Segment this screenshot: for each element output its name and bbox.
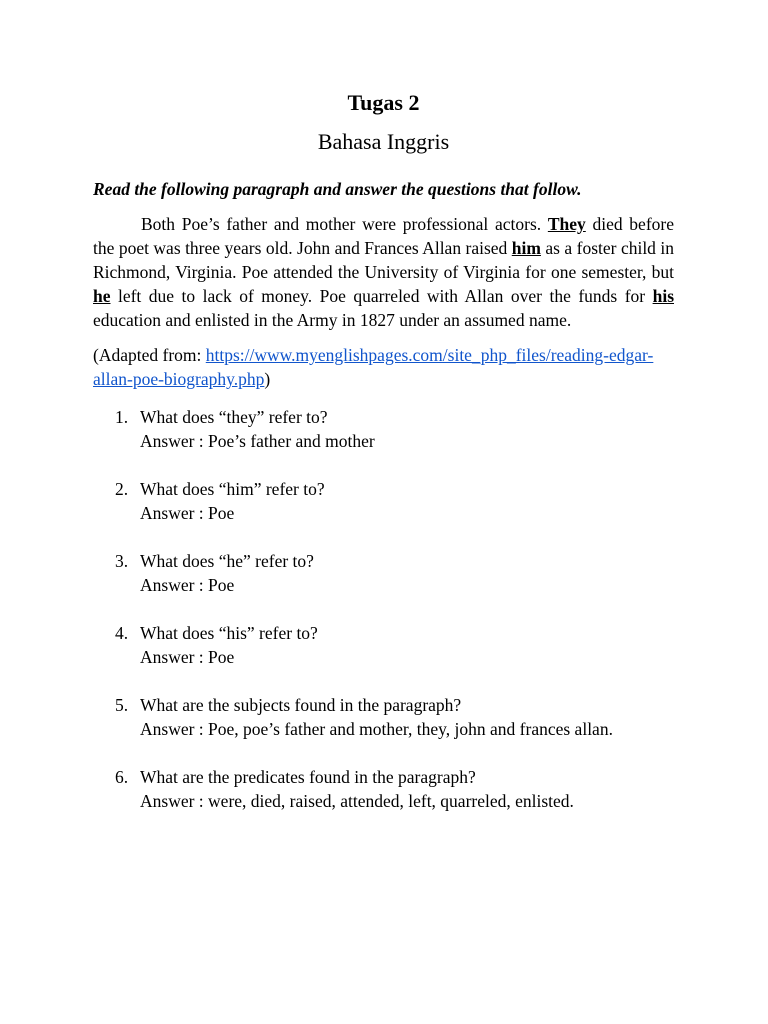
source-citation — [93, 343, 674, 391]
paragraph-text: Both Poe’s father and mother were professional actors. — [141, 214, 548, 234]
source-prefix: (Adapted from: — [93, 345, 206, 365]
question-item — [93, 693, 674, 741]
question-text: What does “he” refer to? — [140, 551, 314, 571]
question-number: 3. — [115, 551, 129, 571]
document-subtitle: Bahasa Inggris — [317, 129, 450, 154]
answer-text: Answer : Poe, poe’s father and mother, they, john and frances allan. — [140, 719, 613, 739]
answer-text: Answer : Poe — [140, 575, 235, 595]
question-item — [93, 405, 674, 453]
paragraph-text: left due to lack of money. Poe quarreled with Allan over the funds for — [110, 286, 653, 306]
question-number: 6. — [115, 767, 129, 787]
document-title: Tugas 2 — [347, 90, 420, 115]
answer-text: Answer : Poe’s father and mother — [140, 431, 375, 451]
question-item — [93, 765, 674, 813]
paragraph-text: as a foster child in Richmond, Virginia. Poe attended the University of Virginia for one semester, but — [93, 238, 674, 282]
question-number: 4. — [115, 623, 129, 643]
question-text: What does “his” refer to? — [140, 623, 318, 643]
ref-they: They — [547, 214, 586, 234]
question-text: What does “him” refer to? — [140, 479, 325, 499]
reading-paragraph — [93, 212, 674, 332]
paragraph-text: education and enlisted in the Army in 1827 under an assumed name. — [93, 310, 572, 330]
question-text: What are the subjects found in the paragraph? — [140, 695, 462, 715]
instruction-text: Read the following paragraph and answer the questions that follow. — [93, 179, 582, 199]
document-page — [93, 88, 674, 837]
ref-his: his — [652, 286, 674, 306]
question-text: What are the predicates found in the paragraph? — [140, 767, 476, 787]
question-number: 5. — [115, 695, 129, 715]
paragraph-text: died before the poet was three years old. John and Frances Allan raised — [93, 214, 674, 258]
question-text: What does “they” refer to? — [140, 407, 328, 427]
question-number: 1. — [115, 407, 129, 427]
question-item — [93, 477, 674, 525]
source-suffix: ) — [264, 369, 271, 389]
question-item — [93, 621, 674, 669]
ref-he: he — [93, 286, 111, 306]
answer-text: Answer : Poe — [140, 503, 235, 523]
ref-him: him — [511, 238, 541, 258]
question-item — [93, 549, 674, 597]
source-link[interactable]: https://www.myenglishpages.com/site_php_files/reading-edgar-allan-poe-biography.php — [93, 345, 654, 389]
question-list — [93, 405, 674, 813]
answer-text: Answer : Poe — [140, 647, 235, 667]
answer-text: Answer : were, died, raised, attended, left, quarreled, enlisted. — [140, 791, 574, 811]
question-number: 2. — [115, 479, 129, 499]
